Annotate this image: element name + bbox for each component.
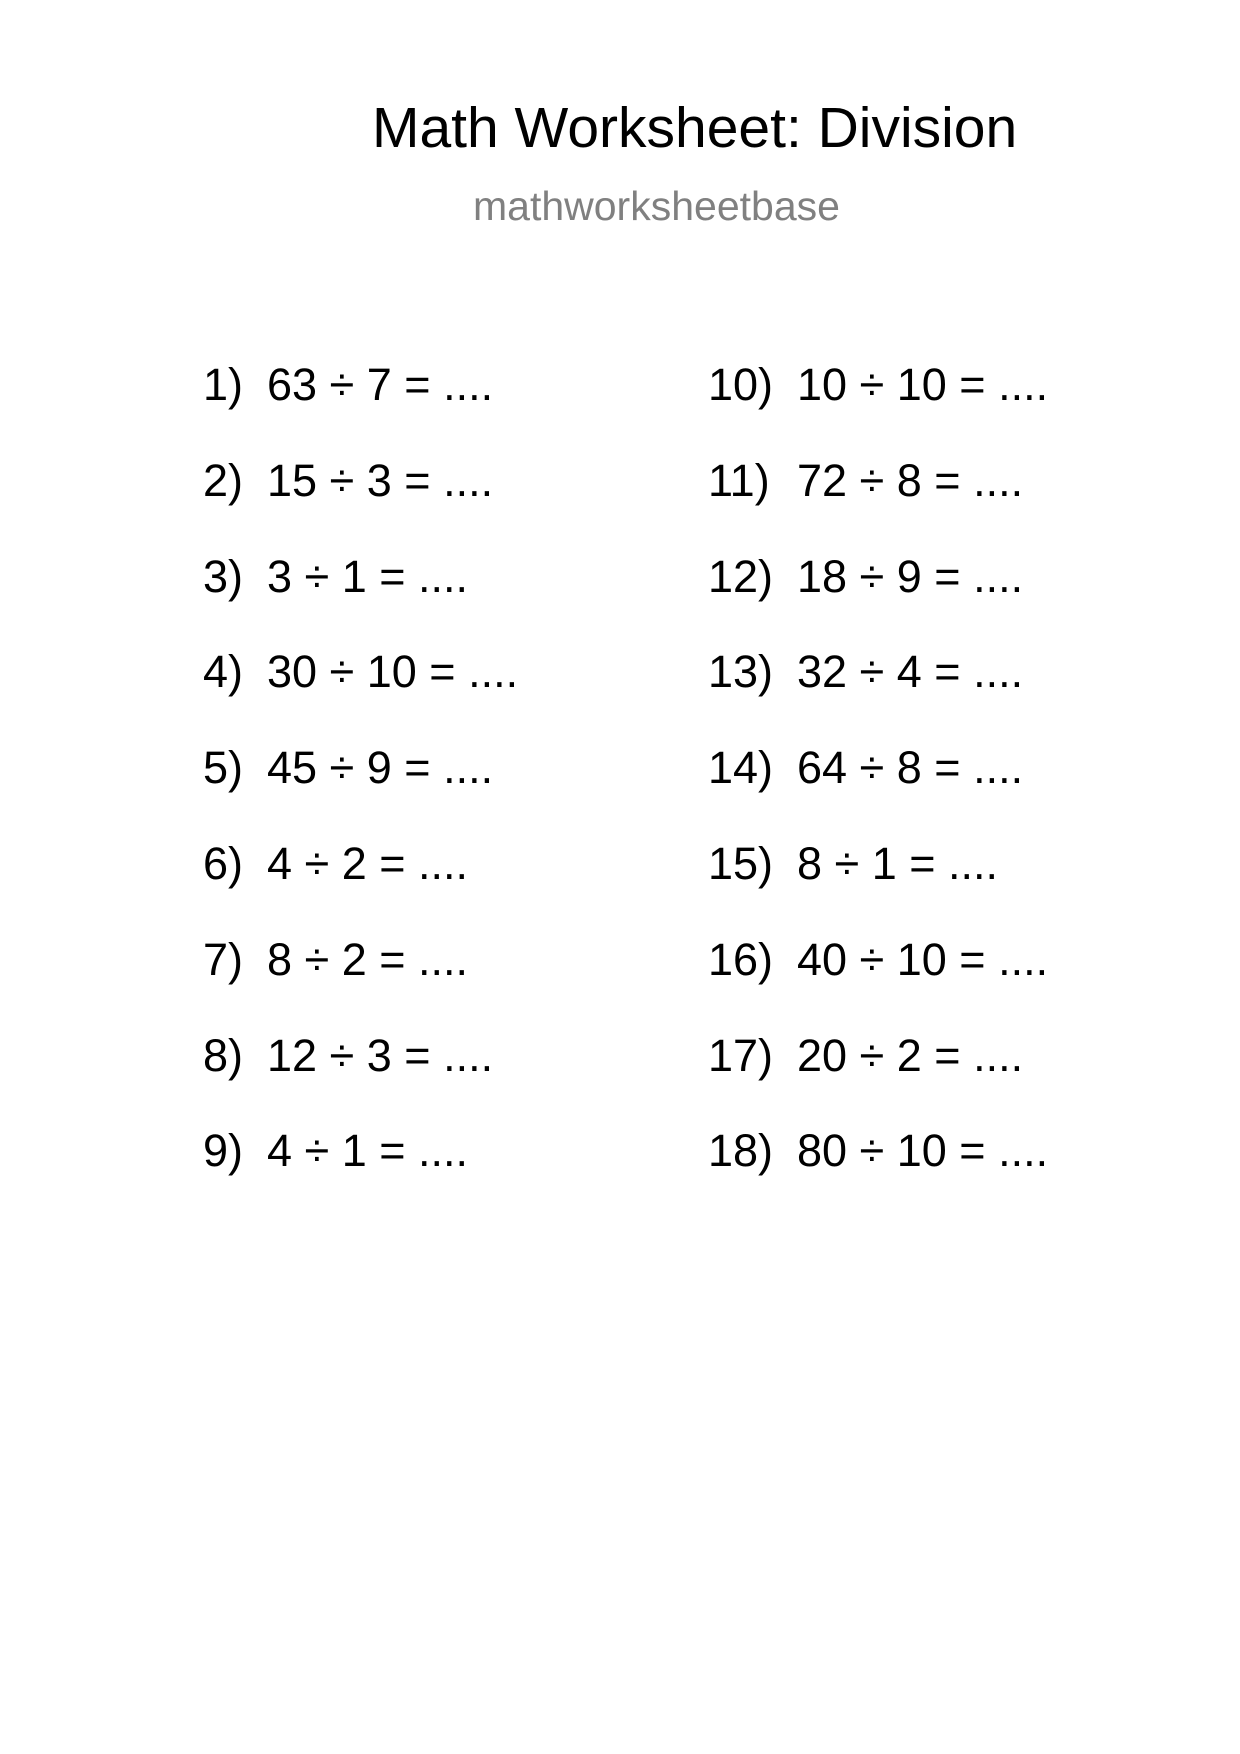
problem-expression: 8 ÷ 2 = .... — [267, 933, 469, 985]
problem-expression: 3 ÷ 1 = .... — [267, 550, 469, 602]
problem-number: 8) — [203, 1029, 244, 1081]
problem-expression: 80 ÷ 10 = .... — [797, 1125, 1049, 1177]
problem-expression: 4 ÷ 1 = .... — [267, 1125, 469, 1177]
problem-number: 2) — [203, 454, 244, 506]
problem-number: 15) — [708, 838, 774, 889]
problem-expression: 40 ÷ 10 = .... — [797, 933, 1049, 985]
problem-expression: 15 ÷ 3 = .... — [267, 454, 494, 506]
problem-expression: 4 ÷ 2 = .... — [267, 838, 469, 889]
problem-expression: 30 ÷ 10 = .... — [267, 646, 519, 698]
problem-expression: 18 ÷ 9 = .... — [797, 550, 1024, 602]
problem-number: 7) — [203, 933, 244, 985]
problem-number: 6) — [203, 838, 244, 889]
problem-number: 18) — [708, 1125, 774, 1177]
problem-expression: 64 ÷ 8 = .... — [797, 742, 1024, 794]
problem-expression: 8 ÷ 1 = .... — [797, 838, 999, 889]
problem-number: 3) — [203, 550, 244, 602]
problem-expression: 32 ÷ 4 = .... — [797, 646, 1024, 698]
problem-number: 10) — [708, 359, 774, 410]
problem-number: 14) — [708, 742, 774, 794]
problem-number: 13) — [708, 646, 774, 698]
problem-number: 4) — [203, 646, 244, 698]
problem-expression: 63 ÷ 7 = .... — [267, 359, 494, 410]
problem-number: 1) — [203, 359, 244, 410]
problem-number: 12) — [708, 550, 774, 602]
problem-expression: 10 ÷ 10 = .... — [797, 359, 1049, 410]
problem-expression: 20 ÷ 2 = .... — [797, 1029, 1024, 1081]
problem-number: 16) — [708, 933, 774, 985]
problem-number: 17) — [708, 1029, 774, 1081]
problem-number: 5) — [203, 742, 244, 794]
problem-expression: 45 ÷ 9 = .... — [267, 742, 494, 794]
problem-expression: 12 ÷ 3 = .... — [267, 1029, 494, 1081]
problem-number: 11) — [708, 454, 770, 506]
problem-number: 9) — [203, 1125, 244, 1177]
worksheet-subtitle: mathworksheetbase — [473, 183, 840, 229]
worksheet-title: Math Worksheet: Division — [372, 96, 1018, 160]
problem-expression: 72 ÷ 8 = .... — [797, 454, 1024, 506]
